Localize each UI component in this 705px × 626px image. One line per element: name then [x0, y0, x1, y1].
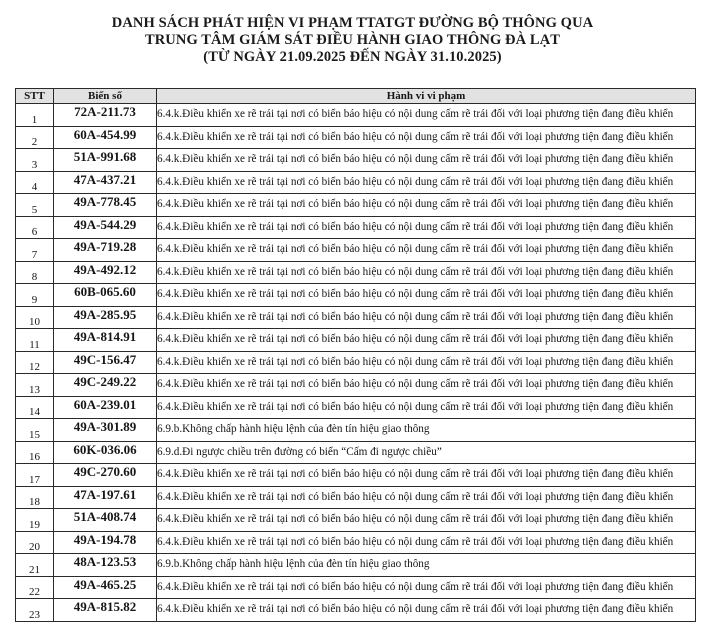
row-violation: 6.9.b.Không chấp hành hiệu lệnh của đèn tín hiệu giao thông: [157, 419, 696, 442]
row-stt: 22: [16, 576, 54, 599]
table-row: [16, 351, 696, 374]
row-stt: 12: [16, 351, 54, 374]
row-stt: 21: [16, 554, 54, 577]
row-violation: 6.4.k.Điều khiển xe rẽ trái tại nơi có biển báo hiệu có nội dung cấm rẽ trái đối với loại phương tiện đang điều khiển: [157, 284, 696, 307]
row-license-plate: 49A-814.91: [54, 329, 157, 352]
row-violation: 6.4.k.Điều khiển xe rẽ trái tại nơi có biển báo hiệu có nội dung cấm rẽ trái đối với loại phương tiện đang điều khiển: [157, 171, 696, 194]
row-license-plate: 48A-123.53: [54, 554, 157, 577]
row-stt: 19: [16, 509, 54, 532]
row-stt: 7: [16, 239, 54, 262]
table-row: [16, 419, 696, 442]
row-violation: 6.9.b.Không chấp hành hiệu lệnh của đèn tín hiệu giao thông: [157, 554, 696, 577]
row-stt: 8: [16, 261, 54, 284]
table-row: [16, 284, 696, 307]
row-stt: 3: [16, 149, 54, 172]
table-row: [16, 216, 696, 239]
row-license-plate: 49A-719.28: [54, 239, 157, 262]
row-stt: 15: [16, 419, 54, 442]
column-header-stt: STT: [16, 89, 54, 104]
row-violation: 6.4.k.Điều khiển xe rẽ trái tại nơi có biển báo hiệu có nội dung cấm rẽ trái đối với loại phương tiện đang điều khiển: [157, 239, 696, 262]
row-license-plate: 49C-270.60: [54, 464, 157, 487]
table-row: [16, 126, 696, 149]
table-row: [16, 464, 696, 487]
violations-table: [15, 88, 696, 622]
row-violation: 6.4.k.Điều khiển xe rẽ trái tại nơi có biển báo hiệu có nội dung cấm rẽ trái đối với loại phương tiện đang điều khiển: [157, 194, 696, 217]
row-license-plate: 49A-815.82: [54, 599, 157, 622]
table-row: [16, 509, 696, 532]
row-violation: 6.4.k.Điều khiển xe rẽ trái tại nơi có biển báo hiệu có nội dung cấm rẽ trái đối với loại phương tiện đang điều khiển: [157, 396, 696, 419]
row-license-plate: 60B-065.60: [54, 284, 157, 307]
table-row: [16, 576, 696, 599]
row-license-plate: 51A-991.68: [54, 149, 157, 172]
row-license-plate: 60A-454.99: [54, 126, 157, 149]
table-row: [16, 599, 696, 622]
document-date-range: (TỪ NGÀY 21.09.2025 ĐẾN NGÀY 31.10.2025): [203, 49, 502, 65]
row-violation: 6.4.k.Điều khiển xe rẽ trái tại nơi có biển báo hiệu có nội dung cấm rẽ trái đối với loại phương tiện đang điều khiển: [157, 216, 696, 239]
row-license-plate: 49A-194.78: [54, 531, 157, 554]
row-stt: 2: [16, 126, 54, 149]
row-stt: 1: [16, 104, 54, 127]
row-violation: 6.4.k.Điều khiển xe rẽ trái tại nơi có biển báo hiệu có nội dung cấm rẽ trái đối với loại phương tiện đang điều khiển: [157, 329, 696, 352]
row-license-plate: 49C-156.47: [54, 351, 157, 374]
row-violation: 6.4.k.Điều khiển xe rẽ trái tại nơi có biển báo hiệu có nội dung cấm rẽ trái đối với loại phương tiện đang điều khiển: [157, 464, 696, 487]
row-violation: 6.4.k.Điều khiển xe rẽ trái tại nơi có biển báo hiệu có nội dung cấm rẽ trái đối với loại phương tiện đang điều khiển: [157, 351, 696, 374]
row-license-plate: 60K-036.06: [54, 441, 157, 464]
row-stt: 16: [16, 441, 54, 464]
row-violation: 6.4.k.Điều khiển xe rẽ trái tại nơi có biển báo hiệu có nội dung cấm rẽ trái đối với loại phương tiện đang điều khiển: [157, 374, 696, 397]
document-title-line-1: DANH SÁCH PHÁT HIỆN VI PHẠM TTATGT ĐƯỜNG BỘ THÔNG QUA: [111, 15, 594, 31]
column-header-violation: Hành vi vi phạm: [157, 89, 696, 104]
row-license-plate: 49A-285.95: [54, 306, 157, 329]
table-row: [16, 554, 696, 577]
row-violation: 6.9.d.Đi ngược chiều trên đường có biển “Cấm đi ngược chiều”: [157, 441, 696, 464]
row-license-plate: 47A-197.61: [54, 486, 157, 509]
row-stt: 14: [16, 396, 54, 419]
column-header-plate: Biển số: [54, 89, 157, 104]
row-license-plate: 47A-437.21: [54, 171, 157, 194]
row-violation: 6.4.k.Điều khiển xe rẽ trái tại nơi có biển báo hiệu có nội dung cấm rẽ trái đối với loại phương tiện đang điều khiển: [157, 599, 696, 622]
table-row: [16, 306, 696, 329]
row-license-plate: 49A-544.29: [54, 216, 157, 239]
table-row: [16, 374, 696, 397]
row-violation: 6.4.k.Điều khiển xe rẽ trái tại nơi có biển báo hiệu có nội dung cấm rẽ trái đối với loại phương tiện đang điều khiển: [157, 486, 696, 509]
row-license-plate: 51A-408.74: [54, 509, 157, 532]
table-row: [16, 171, 696, 194]
row-stt: 18: [16, 486, 54, 509]
row-stt: 9: [16, 284, 54, 307]
row-stt: 13: [16, 374, 54, 397]
row-violation: 6.4.k.Điều khiển xe rẽ trái tại nơi có biển báo hiệu có nội dung cấm rẽ trái đối với loại phương tiện đang điều khiển: [157, 509, 696, 532]
row-license-plate: 49A-492.12: [54, 261, 157, 284]
table-row: [16, 239, 696, 262]
row-stt: 17: [16, 464, 54, 487]
row-stt: 20: [16, 531, 54, 554]
table-row: [16, 194, 696, 217]
table-row: [16, 531, 696, 554]
table-row: [16, 149, 696, 172]
row-violation: 6.4.k.Điều khiển xe rẽ trái tại nơi có biển báo hiệu có nội dung cấm rẽ trái đối với loại phương tiện đang điều khiển: [157, 149, 696, 172]
row-violation: 6.4.k.Điều khiển xe rẽ trái tại nơi có biển báo hiệu có nội dung cấm rẽ trái đối với loại phương tiện đang điều khiển: [157, 104, 696, 127]
row-stt: 11: [16, 329, 54, 352]
row-license-plate: 60A-239.01: [54, 396, 157, 419]
row-license-plate: 49A-778.45: [54, 194, 157, 217]
table-row: [16, 104, 696, 127]
row-stt: 4: [16, 171, 54, 194]
table-row: [16, 441, 696, 464]
row-stt: 10: [16, 306, 54, 329]
row-license-plate: 72A-211.73: [54, 104, 157, 127]
row-license-plate: 49A-301.89: [54, 419, 157, 442]
table-header-row: [16, 89, 696, 104]
table-body: [16, 104, 696, 622]
row-violation: 6.4.k.Điều khiển xe rẽ trái tại nơi có biển báo hiệu có nội dung cấm rẽ trái đối với loại phương tiện đang điều khiển: [157, 306, 696, 329]
table-row: [16, 329, 696, 352]
table-row: [16, 486, 696, 509]
table-row: [16, 396, 696, 419]
row-stt: 5: [16, 194, 54, 217]
row-violation: 6.4.k.Điều khiển xe rẽ trái tại nơi có biển báo hiệu có nội dung cấm rẽ trái đối với loại phương tiện đang điều khiển: [157, 261, 696, 284]
row-stt: 6: [16, 216, 54, 239]
row-violation: 6.4.k.Điều khiển xe rẽ trái tại nơi có biển báo hiệu có nội dung cấm rẽ trái đối với loại phương tiện đang điều khiển: [157, 531, 696, 554]
table-row: [16, 261, 696, 284]
document-title-line-2: TRUNG TÂM GIÁM SÁT ĐIỀU HÀNH GIAO THÔNG ĐÀ LẠT: [144, 32, 561, 48]
row-violation: 6.4.k.Điều khiển xe rẽ trái tại nơi có biển báo hiệu có nội dung cấm rẽ trái đối với loại phương tiện đang điều khiển: [157, 126, 696, 149]
row-license-plate: 49C-249.22: [54, 374, 157, 397]
row-stt: 23: [16, 599, 54, 622]
row-violation: 6.4.k.Điều khiển xe rẽ trái tại nơi có biển báo hiệu có nội dung cấm rẽ trái đối với loại phương tiện đang điều khiển: [157, 576, 696, 599]
row-license-plate: 49A-465.25: [54, 576, 157, 599]
